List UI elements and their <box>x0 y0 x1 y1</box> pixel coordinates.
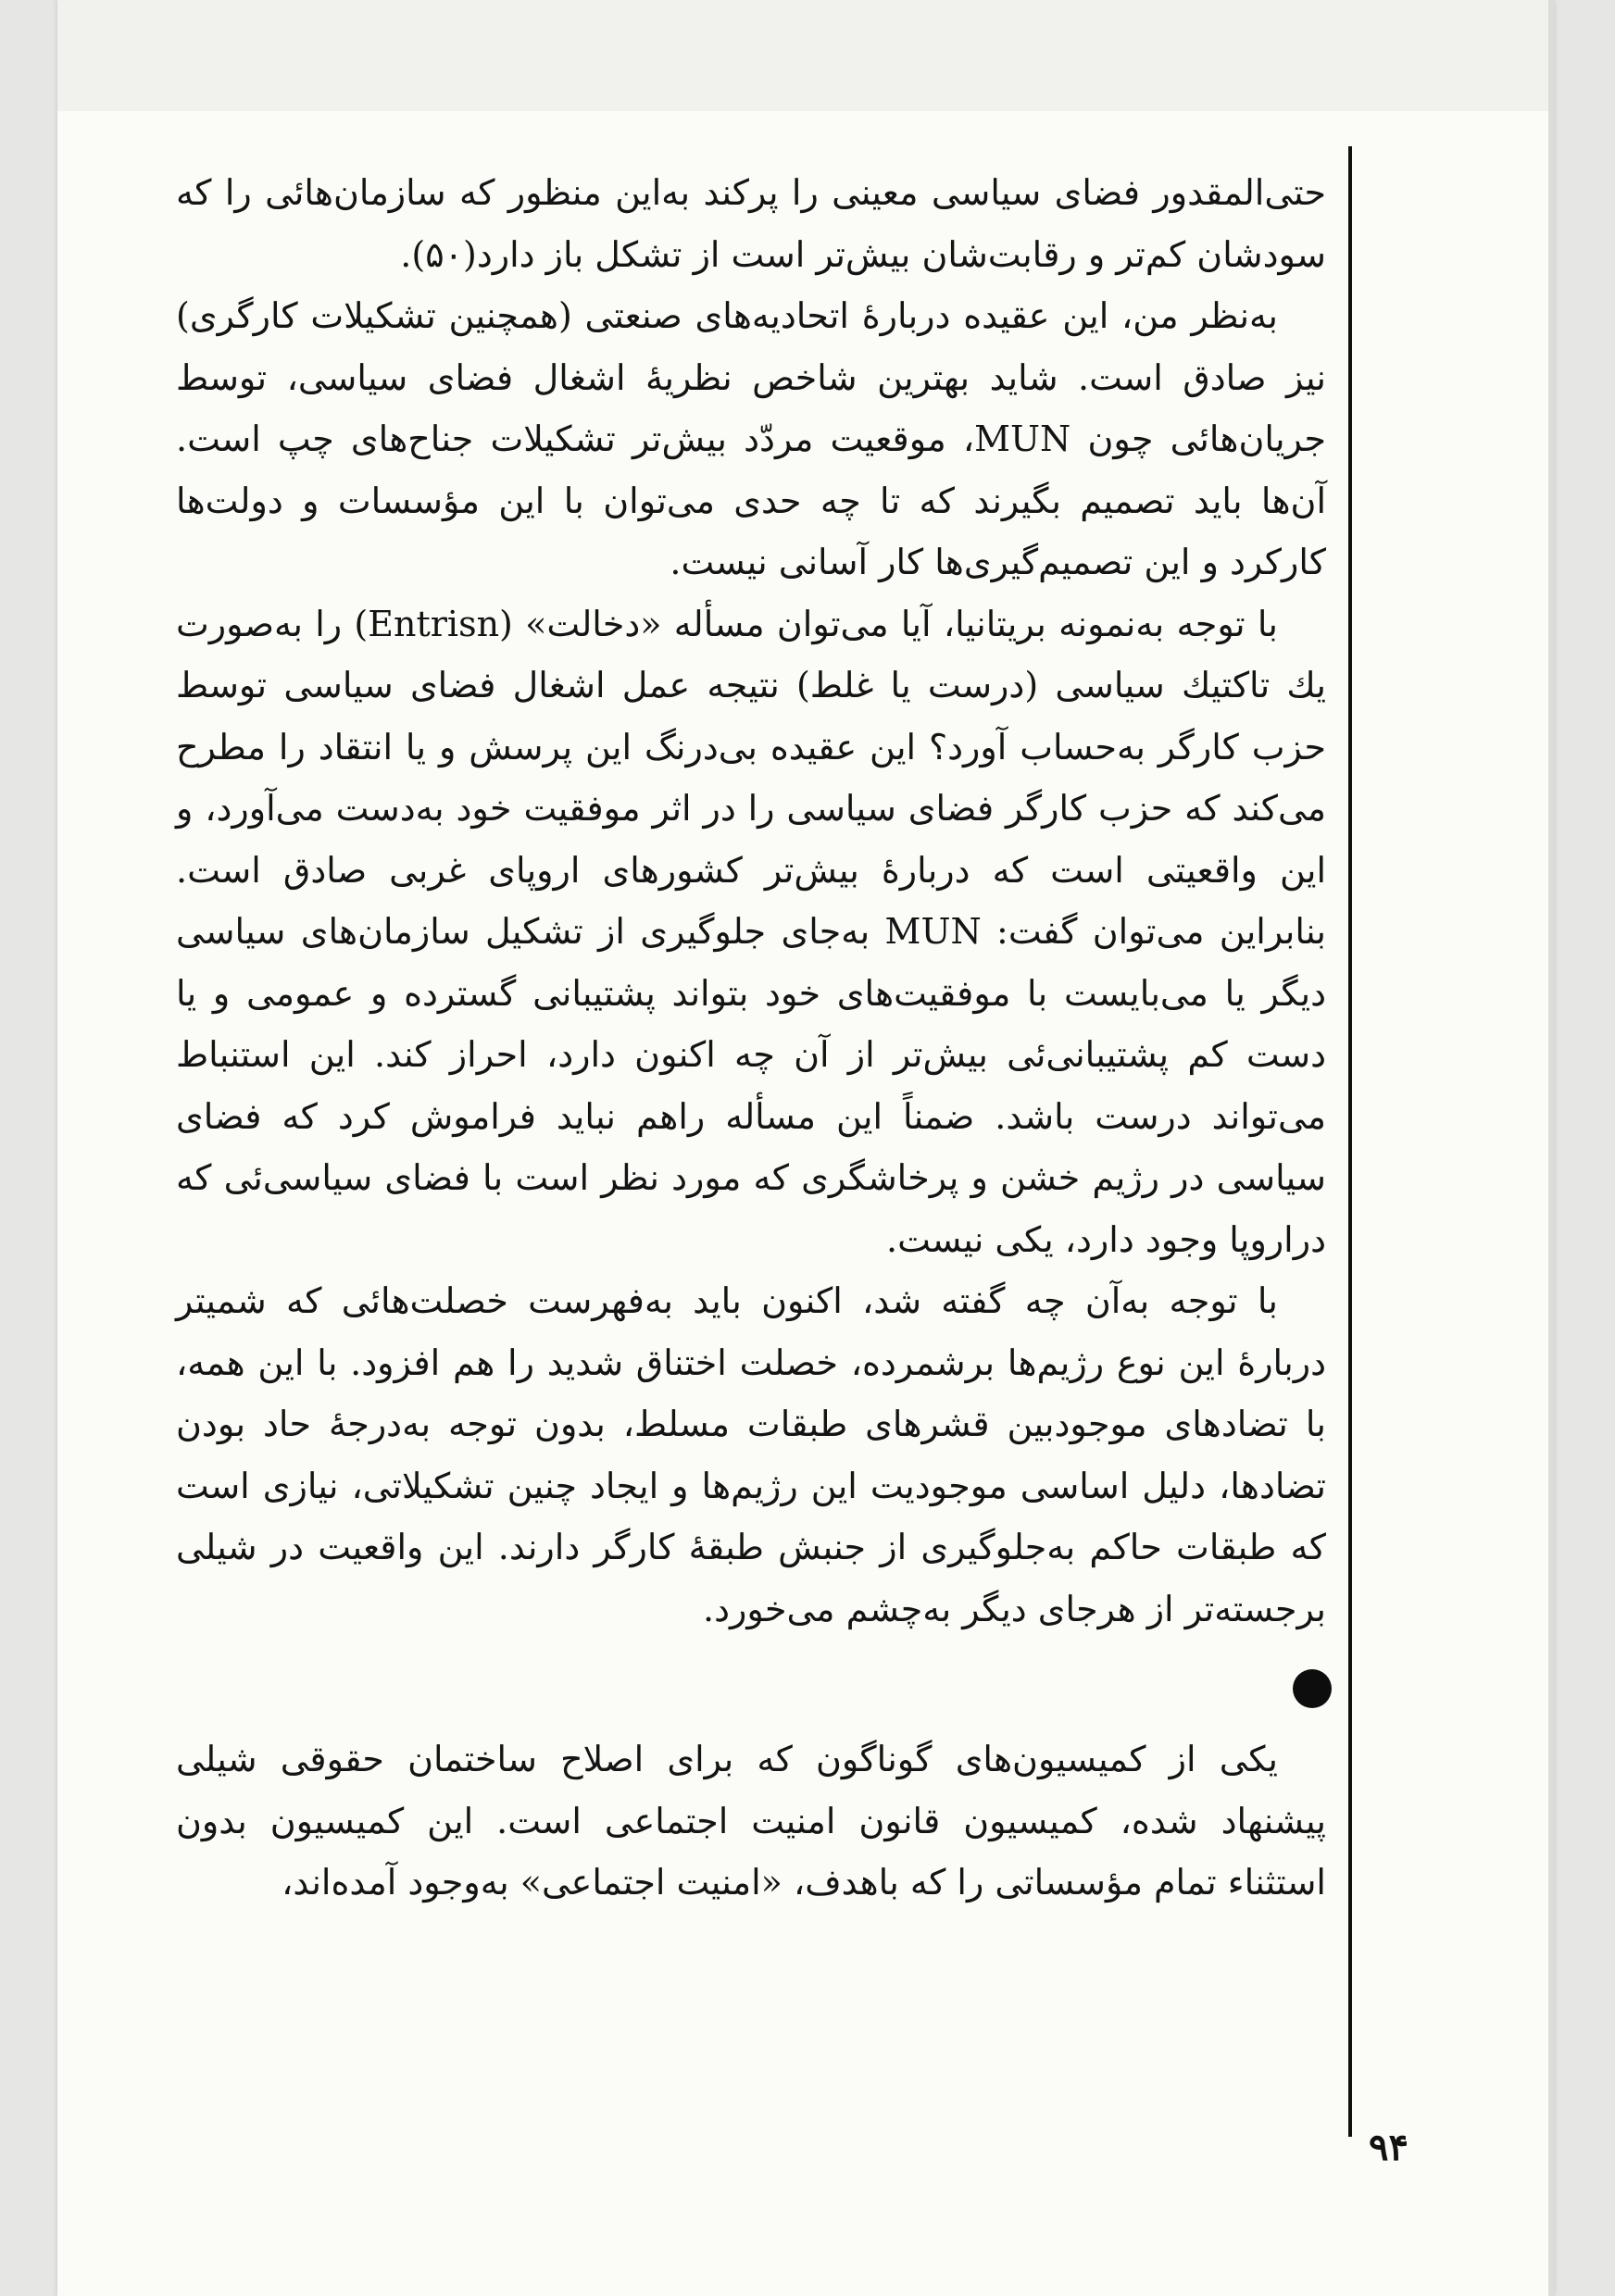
paragraph-continuation: حتی‌المقدور فضای سیاسی معینی را پرکند به‌این منظور که سازمان‌هائی را که سودشان کم‌تر و رقابت‌شان بیش‌تر است از تشکل باز دارد(۵۰). <box>176 172 1326 275</box>
page-number: ۹۴ <box>1369 2126 1408 2169</box>
section-separator <box>176 1640 1326 1728</box>
scan-top-strip <box>57 0 1554 111</box>
scan-right-edge <box>1548 0 1554 2296</box>
paragraph-britain: با توجه به‌نمونه بریتانیا، آیا می‌توان مسأله «دخالت» (Entrisn) را به‌صورت یك تاکتیك سیاسی (درست یا غلط) نتیجه عمل اشغال فضای سیاسی توسط حزب کارگر به‌حساب آورد؟ این عقیده بی‌درنگ این پرسش و یا انتقاد را مطرح می‌کند که حزب کارگر فضای سیاسی را در اثر موفقیت خود به‌دست می‌آورد، و این واقعیتی است که دربارهٔ بیش‌تر کشورهای اروپای غربی صادق است. بنابراین می‌توان گفت: MUN به‌جای جلوگیری از تشکیل سازمان‌های سیاسی دیگر یا می‌بایست با موفقیت‌های خود بتواند پشتیبانی گسترده و عمومی و یا دست کم پشتیبانی‌ئی بیش‌تر از آن چه اکنون دارد، احراز کند. این استنباط می‌تواند درست باشد. ضمناً این مسأله راهم نباید فراموش کرد که فضای سیاسی در رژیم خشن و پرخاشگری که مورد نظر است با فضای سیاسی‌ئی که دراروپا وجود دارد، یکی نیست. <box>176 603 1327 1260</box>
paragraph-unions: به‌نظر من، این عقیده دربارهٔ اتحادیه‌های صنعتی (همچنین تشکیلات کارگری) نیز صادق است. شاید بهترین شاخص نظریهٔ اشغال فضای سیاسی، توسط جریان‌هائی چون MUN، موقعیت مردّد بیش‌تر تشکیلات جناح‌های چپ است. آن‌ها باید تصمیم بگیرند که تا چه حدی می‌توان با این مؤسسات و دولت‌ها کارکرد و این تصمیم‌گیری‌ها کار آسانی نیست. <box>176 295 1326 582</box>
paragraph-commissions: یکی از کمیسیون‌های گوناگون که برای اصلاح ساختمان حقوقی شیلی پیشنهاد شده، کمیسیون قانون امنیت اجتماعی است. این کمیسیون بدون استثناء تمام مؤسساتی را که باهدف، «امنیت اجتماعی» به‌وجود آمده‌اند، <box>176 1739 1326 1903</box>
document-page <box>57 0 1554 2296</box>
paragraph-repression: با توجه به‌آن چه گفته شد، اکنون باید به‌فهرست خصلت‌هائی که شمیتر دربارهٔ این نوع رژیم‌ها برشمرده، خصلت اختناق شدید را هم افزود. با این همه، با تضادهای موجودبین قشرهای طبقات مسلط، بدون توجه به‌درجهٔ حاد بودن تضادها، دلیل اساسی موجودیت این رژیم‌ها و ایجاد چنین تشکیلاتی، نیازی است که طبقات حاکم به‌جلوگیری از جنبش طبقهٔ کارگر دارند. این واقعیت در شیلی برجسته‌تر از هرجای دیگر به‌چشم می‌خورد. <box>176 1280 1326 1629</box>
body-text <box>176 162 1326 1914</box>
bullet-dot-icon <box>1293 1669 1332 1708</box>
margin-rule <box>1348 146 1352 2137</box>
